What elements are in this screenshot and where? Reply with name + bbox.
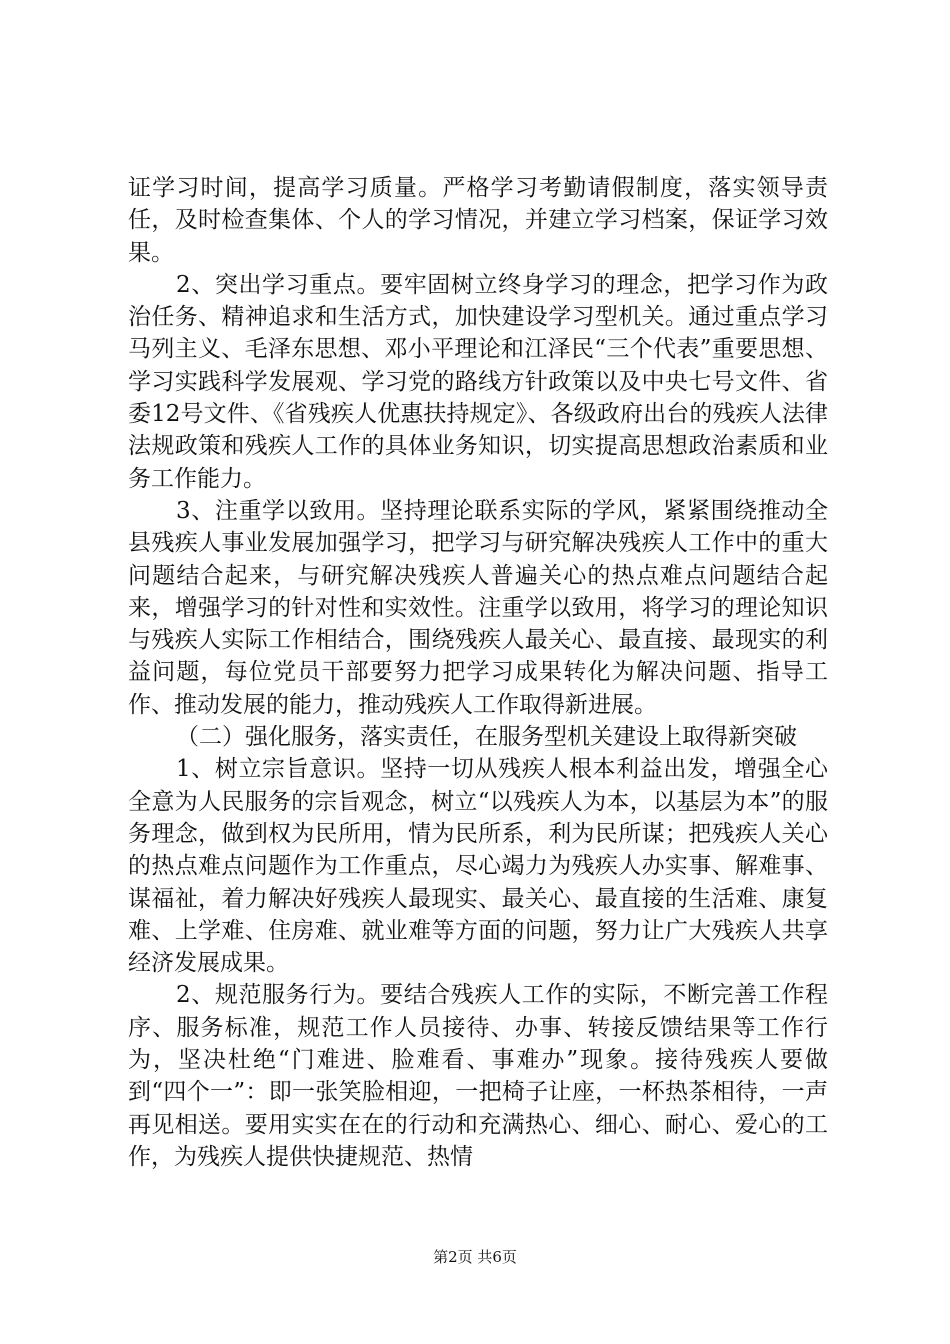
page-number-footer: 第2页 共6页 xyxy=(433,1248,517,1266)
paragraph-continuation: 证学习时间，提高学习质量。严格学习考勤请假制度，落实领导责任，及时检查集体、个人的学习情况，并建立学习档案，保证学习效果。 xyxy=(128,175,828,266)
paragraph-purpose-awareness: 1、树立宗旨意识。坚持一切从残疾人根本利益出发，增强全心全意为人民服务的宗旨观念，树立“以残疾人为本，以基层为本”的服务理念，做到权为民所用，情为民所系，利为民所谋；把残疾人关心的热点难点问题作为工作重点，尽心竭力为残疾人办实事、解难事、谋福祉，着力解决好残疾人最现实、最关心、最直接的生活难、康复难、上学难、住房难、就业难等方面的问题，努力让广大残疾人共享经济发展成果。 xyxy=(128,756,828,977)
paragraph-apply-learning: 3、注重学以致用。坚持理论联系实际的学风，紧紧围绕推动全县残疾人事业发展加强学习，把学习与研究解决残疾人工作中的重大问题结合起来，与研究解决残疾人普遍关心的热点难点问题结合起来，增强学习的针对性和实效性。注重学以致用，将学习的理论知识与残疾人实际工作相结合，围绕残疾人最关心、最直接、最现实的利益问题，每位党员干部要努力把学习成果转化为解决问题、指导工作、推动发展的能力，推动残疾人工作取得新进展。 xyxy=(128,497,828,718)
paragraph-service-conduct: 2、规范服务行为。要结合残疾人工作的实际，不断完善工作程序、服务标准，规范工作人员接待、办事、转接反馈结果等工作行为，坚决杜绝“门难进、脸难看、事难办”现象。接待残疾人要做到“四个一”：即一张笑脸相迎，一把椅子让座，一杯热茶相待，一声再见相送。要用实实在在的行动和充满热心、细心、耐心、爱心的工作，为残疾人提供快捷规范、热情 xyxy=(128,982,828,1170)
section-heading-service: （二）强化服务，落实责任，在服务型机关建设上取得新突破 xyxy=(176,724,797,751)
paragraph-study-focus: 2、突出学习重点。要牢固树立终身学习的理念，把学习作为政治任务、精神追求和生活方式，加快建设学习型机关。通过重点学习马列主义、毛泽东思想、邓小平理论和江泽民“三个代表”重要思想、学习实践科学发展观、学习党的路线方针政策以及中央七号文件、省委12号文件、《省残疾人优惠扶持规定》、各级政府出台的残疾人法律法规政策和残疾人工作的具体业务知识，切实提高思想政治素质和业务工作能力。 xyxy=(128,271,828,492)
document-body xyxy=(128,172,828,1173)
